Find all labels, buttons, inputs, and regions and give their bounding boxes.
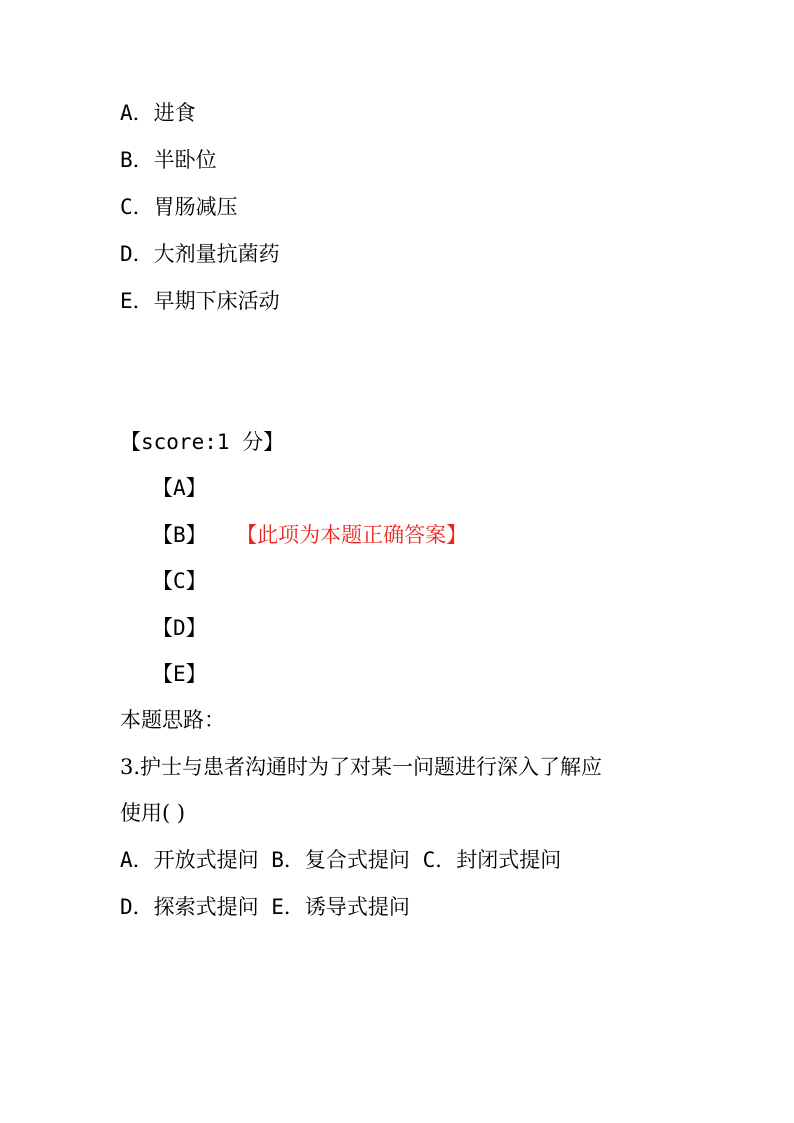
answer-e — [152, 659, 207, 689]
option-letter: B． — [120, 148, 154, 172]
answer-label: 【D】 — [152, 616, 207, 640]
option-letter: E． — [120, 289, 154, 313]
option-text: 半卧位 — [153, 148, 217, 172]
answer-label: 【E】 — [152, 662, 207, 686]
question-3-options-line-1: A．开放式提问 B．复合式提问 C．封闭式提问 — [120, 848, 562, 872]
option-letter: A． — [120, 101, 154, 125]
correct-answer-note: 【此项为本题正确答案】 — [246, 523, 468, 547]
question-3-options-line-2: D．探索式提问 E．诱导式提问 — [120, 895, 410, 919]
question-3-stem-line-1: 3.护士与患者沟通时为了对某一问题进行深入了解应 — [120, 755, 603, 779]
option-text: 进食 — [153, 101, 196, 125]
option-letter: C． — [120, 195, 154, 219]
answer-b — [152, 520, 467, 550]
answer-label: 【C】 — [152, 569, 207, 593]
option-text: 胃肠减压 — [153, 195, 238, 219]
option-text: 大剂量抗菌药 — [153, 242, 280, 266]
option-c — [120, 192, 238, 222]
option-b — [120, 145, 217, 175]
answer-label: 【B】 — [152, 523, 207, 547]
explanation-label: 本题思路： — [120, 708, 225, 732]
answer-d — [152, 613, 207, 643]
option-d — [120, 239, 280, 269]
answer-c — [152, 566, 207, 596]
answer-label: 【A】 — [152, 476, 207, 500]
option-e — [120, 286, 280, 316]
option-text: 早期下床活动 — [153, 289, 280, 313]
option-a — [120, 98, 196, 128]
score-label: 【score:1 分】 — [120, 430, 285, 454]
question-3-stem-line-2: 使用( ) — [120, 801, 186, 825]
answer-a — [152, 473, 207, 503]
option-letter: D． — [120, 242, 154, 266]
